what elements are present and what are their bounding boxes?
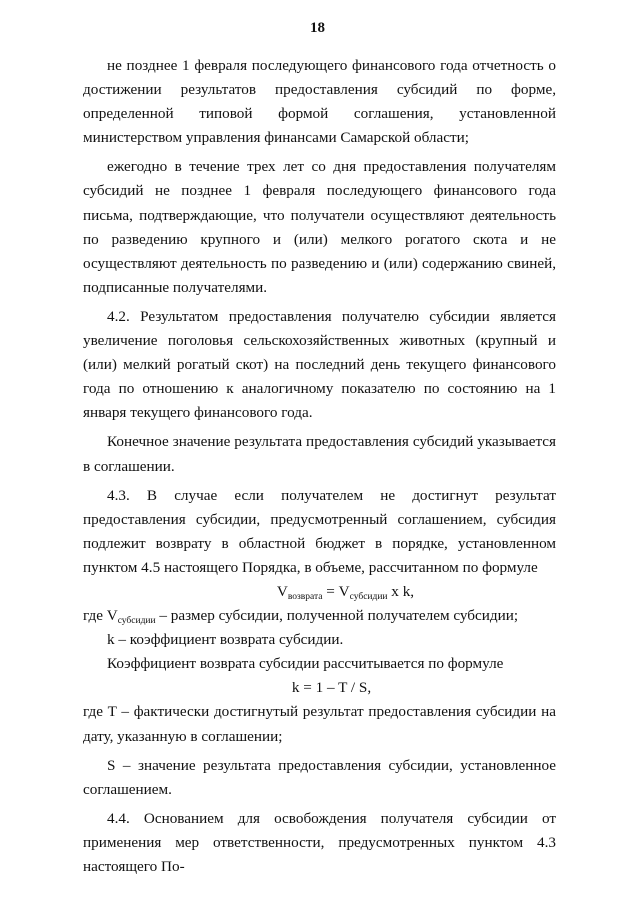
- paragraph-annual-letters: ежегодно в течение трех лет со дня предоставления получателям субсидий не позднее 1 февраля последующего финансового года письма, подтверждающие, что получатели осуществляют деятельность по разведению крупного и (или) мелкого рогатого скота и не осуществляют деятельность по разведению и (или) содержанию свиней, подписанные получателями.: [83, 158, 556, 296]
- formula-lhs-subscript: возврата: [287, 591, 323, 602]
- paragraph-4-4-exemption: 4.4. Основанием для освобождения получателя субсидии от применения мер ответственности, предусмотренных пунктом 4.3 настоящего По-: [83, 809, 556, 875]
- definition-s: S – значение результата предоставления субсидии, установленное соглашением.: [83, 756, 556, 798]
- definition-subscript: субсидии: [117, 616, 156, 627]
- refund-formula: [83, 580, 556, 604]
- paragraph-4-2-result: 4.2. Результатом предоставления получателю субсидии является увеличение поголовья сельскохозяйственных животных (крупный и (или) мелкий рогатый скот) на последний день текущего финансового года по отношению к аналогичному показателю по состоянию на 1 января текущего финансового года.: [83, 307, 556, 422]
- paragraph-reporting-deadline: не позднее 1 февраля последующего финансового года отчетность о достижении результатов предоставления субсидий по форме, определенной типовой формой соглашения, установленной министерством управления финансами Самарской области;: [83, 57, 556, 147]
- definition-prefix: где V: [83, 607, 118, 625]
- formula-rhs-symbol: V: [338, 582, 350, 600]
- definition-t: где T – фактически достигнутый результат предоставления субсидии на дату, указанную в соглашении;: [83, 703, 556, 745]
- page-number: 18: [310, 20, 325, 36]
- definition-k: k – коэффициент возврата субсидии.: [107, 631, 344, 649]
- document-body: [83, 54, 556, 879]
- formula-equals: =: [322, 582, 339, 600]
- formula-lhs-symbol: V: [276, 582, 288, 600]
- definition-text: – размер субсидии, полученной получателем субсидии;: [155, 607, 519, 625]
- paragraph-4-3-refund: 4.3. В случае если получателем не достигнут результат предоставления субсидии, предусмотренный соглашением, субсидия подлежит возврату в областной бюджет в порядке, установленном пунктом 4.5 настоящего Порядка, в объеме, рассчитанном по формуле: [83, 486, 556, 576]
- coefficient-formula: k = 1 – T / S,: [291, 679, 372, 697]
- formula-rhs-tail: x k,: [387, 582, 415, 600]
- definition-v-subsidy: [83, 604, 556, 628]
- paragraph-final-value: Конечное значение результата предоставления субсидий указывается в соглашении.: [83, 433, 556, 475]
- formula-rhs-subscript: субсидии: [349, 591, 388, 602]
- paragraph-coefficient: Коэффициент возврата субсидии рассчитывается по формуле: [107, 655, 504, 673]
